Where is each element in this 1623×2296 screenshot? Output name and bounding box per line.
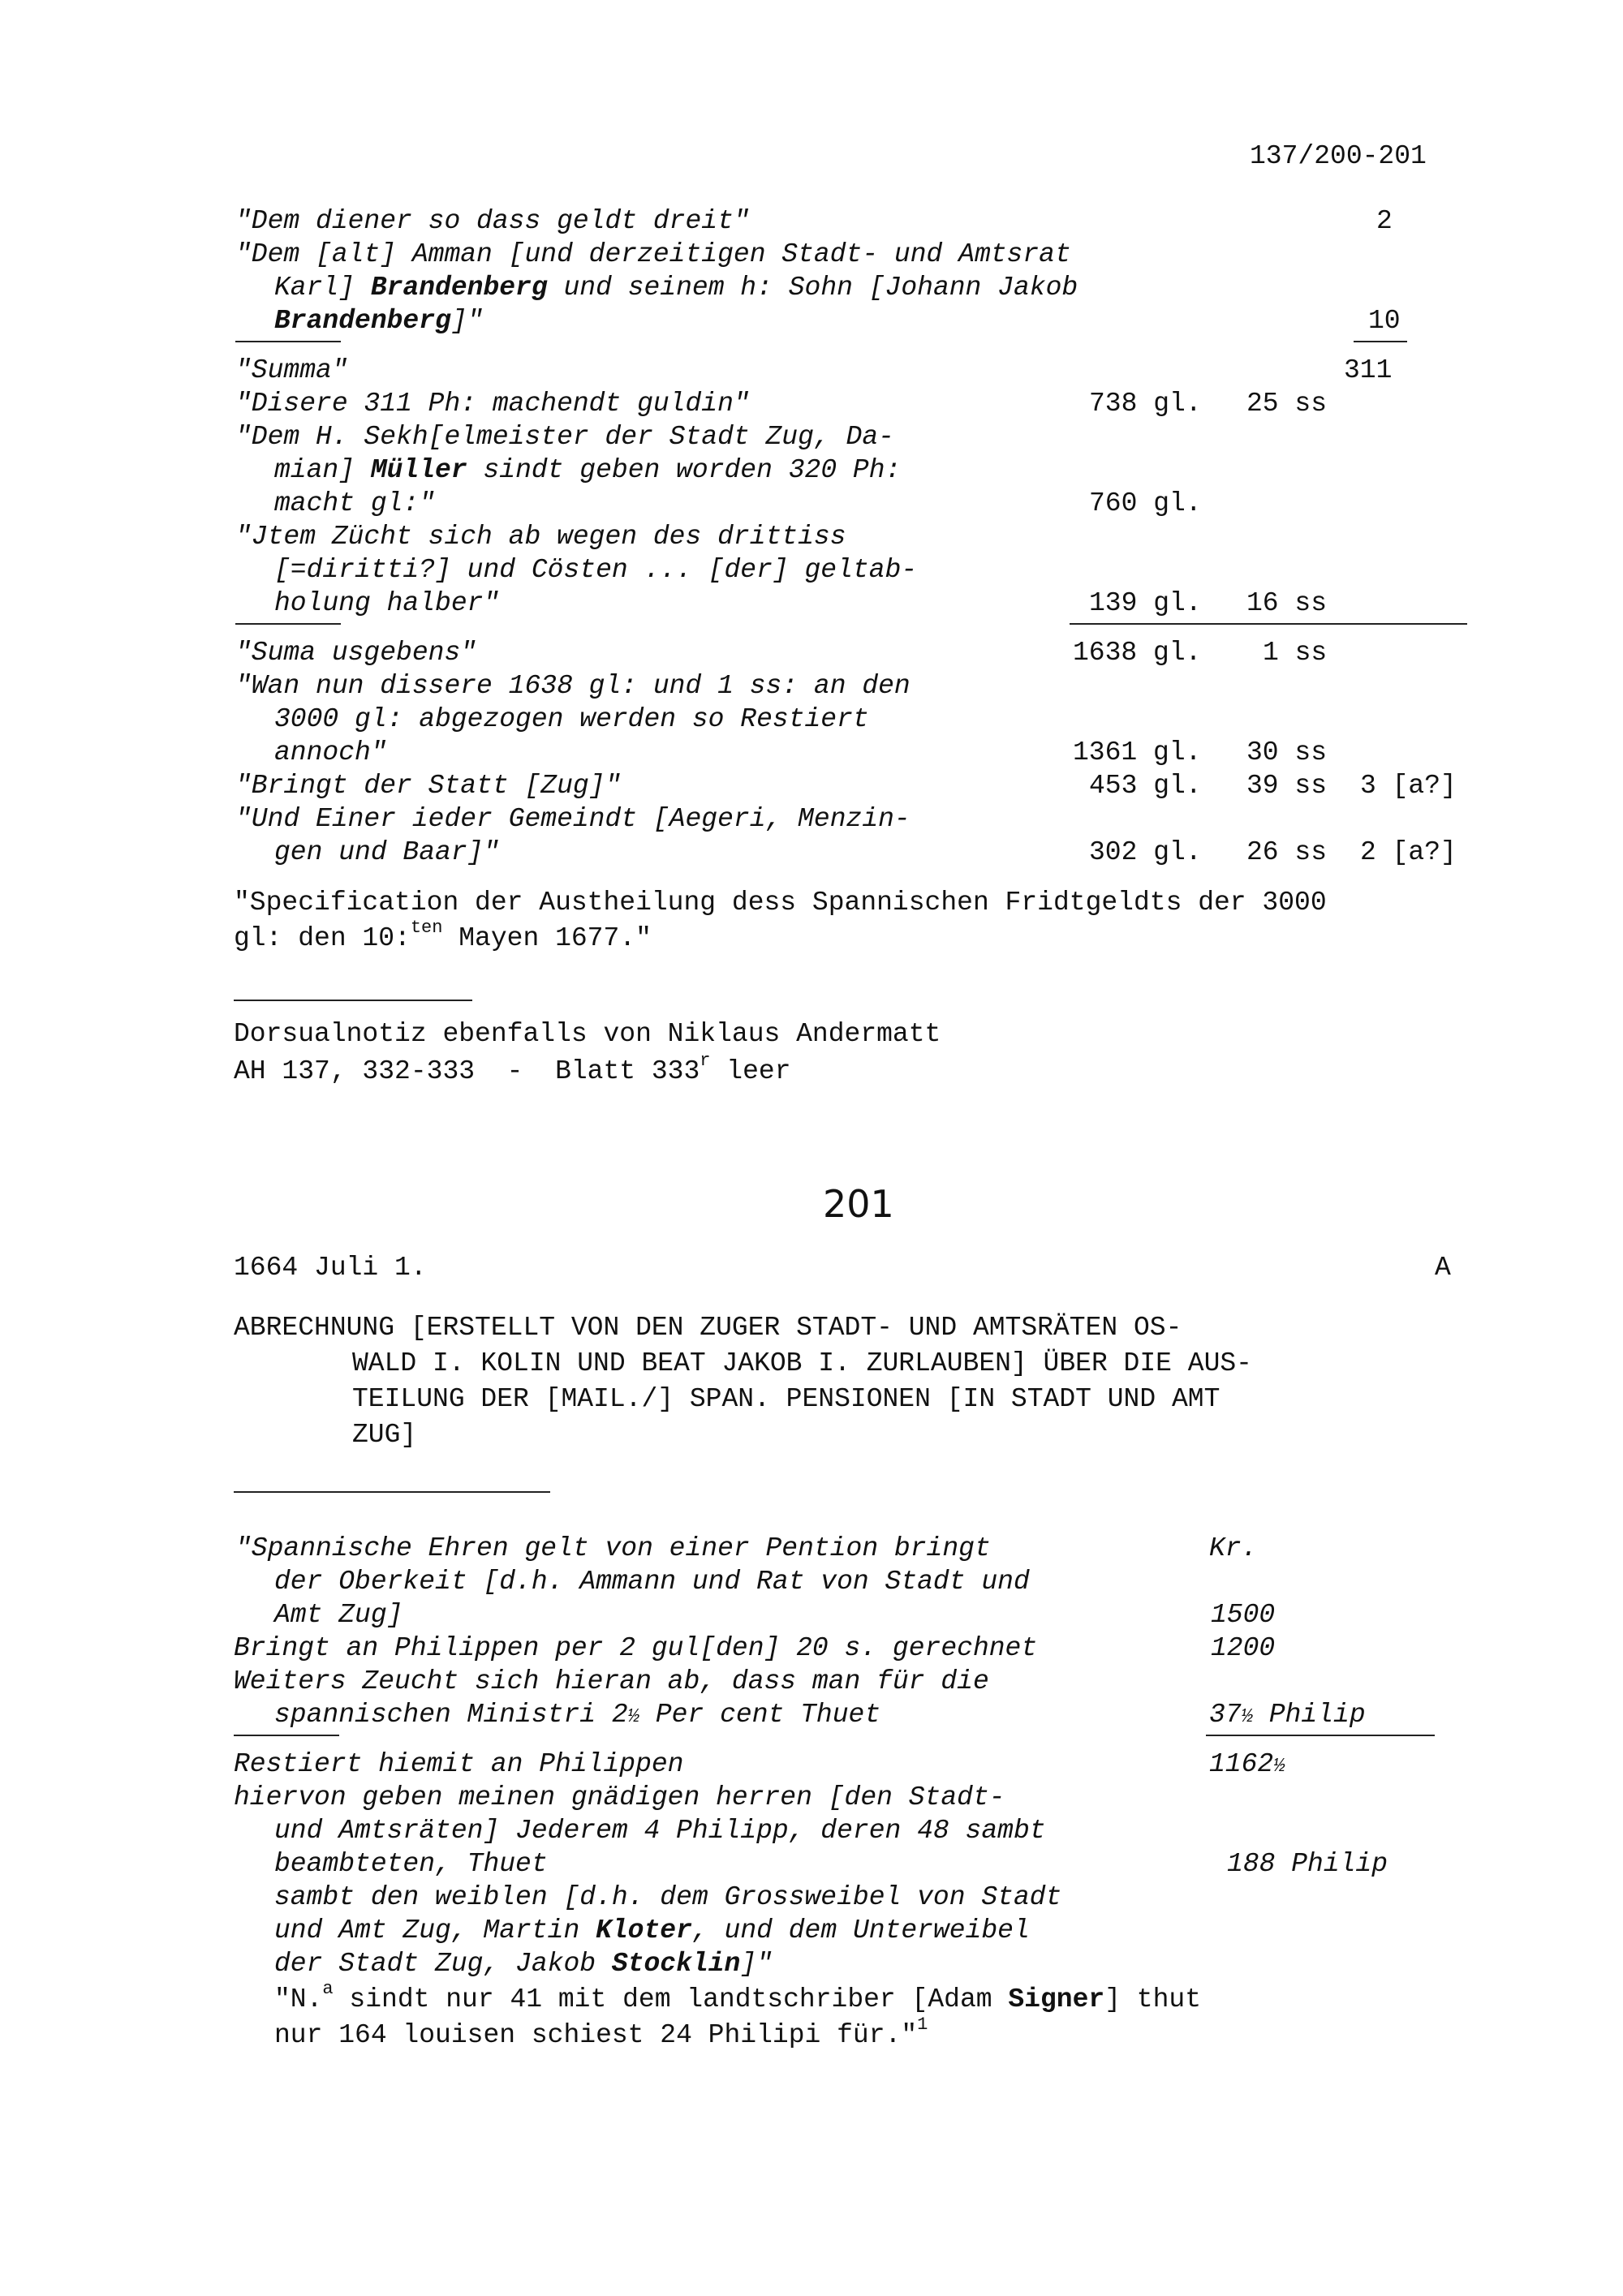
dem-h-gl: 760 gl.: [1089, 488, 1202, 518]
jtem-gl: 139 gl.: [1089, 588, 1202, 618]
line-bringt-philippen: Bringt an Philippen per 2 gul[den] 20 s. gerechnet: [234, 1633, 1038, 1663]
name-kloter: Kloter: [596, 1915, 692, 1946]
line-spannische-1: "Spannische Ehren gelt von einer Pention bringt: [235, 1533, 991, 1563]
currency-kr: Kr.: [1209, 1533, 1258, 1563]
document-number: 201: [823, 1182, 894, 1226]
line-weiters-2: spannischen Ministri 2½ Per cent Thuet: [274, 1700, 881, 1730]
title-divider: [234, 1491, 550, 1493]
line-wan-3: annoch": [274, 737, 387, 767]
line-und-1: "Und Einer ieder Gemeindt [Aegeri, Menzin-: [235, 804, 911, 834]
disere-gl: 738 gl.: [1089, 389, 1202, 419]
line-suma: "Suma usgebens": [235, 638, 477, 668]
line-sambt-2: und Amt Zug, Martin Kloter, und dem Unterweibel: [274, 1915, 1030, 1946]
line-disere: "Disere 311 Ph: machendt guldin": [235, 389, 750, 419]
document-date: 1664 Juli 1.: [234, 1253, 427, 1283]
suma-ss: 1 ss: [1263, 638, 1328, 668]
name-mueller: Müller: [370, 455, 467, 485]
value-bringt-philippen: 1200: [1211, 1633, 1276, 1663]
value-dem-diener: 2: [1376, 206, 1393, 236]
line-summa: "Summa": [235, 355, 348, 385]
line-dem-amman: "Dem [alt] Amman [und derzeitigen Stadt- und Amtsrat: [235, 239, 1071, 269]
line-sambt-1: sambt den weiblen [d.h. dem Grossweibel von Stadt: [274, 1882, 1062, 1912]
document-type: A: [1435, 1253, 1451, 1283]
dorsual-note: Dorsualnotiz ebenfalls von Niklaus Andermatt: [234, 1019, 941, 1049]
name-stocklin: Stocklin: [611, 1949, 741, 1979]
divider-short: [235, 341, 341, 342]
line-nota-2: nur 164 louisen schiest 24 Philipi für."$^1$: [274, 2014, 928, 2050]
value-restiert: 1162½: [1209, 1749, 1285, 1779]
page-reference: 137/200-201: [1250, 141, 1427, 171]
line-spannische-2: der Oberkeit [d.h. Ammann und Rat von Stadt und: [274, 1567, 1030, 1597]
value-weiters: 37½ Philip: [1209, 1700, 1366, 1730]
value-hiervon: 188 Philip: [1227, 1849, 1388, 1879]
line-hiervon-3: beambteten, Thuet: [274, 1849, 548, 1879]
suma-gl: 1638 gl.: [1073, 638, 1202, 668]
title-line-3: TEILUNG DER [MAIL./] SPAN. PENSIONEN [IN STADT UND AMT: [352, 1384, 1220, 1414]
bringt-gl: 453 gl.: [1089, 771, 1202, 801]
line-und-2: gen und Baar]": [274, 837, 500, 867]
jtem-ss: 16 ss: [1246, 588, 1328, 618]
und-gl: 302 gl.: [1089, 837, 1202, 867]
footnote-divider: [234, 1000, 472, 1001]
divider-sum: [1354, 341, 1407, 342]
divider-total: [1070, 623, 1467, 625]
und-extra: 2 [a?]: [1360, 837, 1457, 867]
line-hiervon-2: und Amtsräten] Jederem 4 Philipp, deren 48 sambt: [274, 1816, 1046, 1846]
line-wan-1: "Wan nun dissere 1638 gl: und 1 ss: an den: [235, 671, 911, 701]
line-jtem-3: holung halber": [274, 588, 500, 618]
name-brandenberg: Brandenberg: [370, 273, 548, 303]
line-dem-diener: "Dem diener so dass geldt dreit": [235, 206, 750, 236]
line-jtem-1: "Jtem Zücht sich ab wegen des drittiss: [235, 522, 846, 552]
line-wan-2: 3000 gl: abgezogen werden so Restiert: [274, 704, 869, 734]
name-brandenberg-2: Brandenberg: [274, 306, 451, 336]
divider-philip: [1206, 1735, 1435, 1736]
bringt-ss: 39 ss: [1246, 771, 1328, 801]
value-brandenberg: 10: [1368, 306, 1401, 336]
line-brandenberg-close: Brandenberg]": [274, 306, 484, 336]
divider-short-3: [234, 1735, 339, 1736]
title-line-4: ZUG]: [352, 1420, 417, 1450]
line-jtem-2: [=diritti?] und Cösten ... [der] geltab-: [274, 555, 918, 585]
line-karl-brandenberg: Karl] Brandenberg und seinem h: Sohn [Johann Jakob: [274, 273, 1078, 303]
name-signer: Signer: [1008, 1984, 1105, 2014]
specification-line-1: "Specification der Austheilung dess Spannischen Fridtgeldts der 3000: [234, 888, 1327, 918]
line-restiert: Restiert hiemit an Philippen: [234, 1749, 684, 1779]
line-weiters-1: Weiters Zeucht sich hieran ab, dass man für die: [234, 1666, 989, 1696]
specification-line-2: gl: den 10:$^{ten}$ Mayen 1677.": [234, 918, 652, 953]
line-sambt-3: der Stadt Zug, Jakob Stocklin]": [274, 1949, 773, 1979]
disere-ss: 25 ss: [1246, 389, 1328, 419]
title-line-2: WALD I. KOLIN UND BEAT JAKOB I. ZURLAUBEN] ÜBER DIE AUS-: [352, 1348, 1252, 1378]
archive-reference: AH 137, 332-333 - Blatt 333$^r$ leer: [234, 1051, 791, 1086]
wan-gl: 1361 gl.: [1073, 737, 1202, 767]
line-hiervon-1: hiervon geben meinen gnädigen herren [den Stadt-: [234, 1782, 1005, 1812]
line-dem-h-1: "Dem H. Sekh[elmeister der Stadt Zug, Da-: [235, 422, 894, 452]
line-dem-h-3: macht gl:": [274, 488, 436, 518]
title-line-1: ABRECHNUNG [ERSTELLT VON DEN ZUGER STADT- UND AMTSRÄTEN OS-: [234, 1313, 1182, 1343]
und-ss: 26 ss: [1246, 837, 1328, 867]
value-spannische: 1500: [1211, 1600, 1276, 1630]
line-dem-h-2: mian] Müller sindt geben worden 320 Ph:: [274, 455, 902, 485]
value-summa: 311: [1344, 355, 1393, 385]
line-bringt: "Bringt der Statt [Zug]": [235, 771, 622, 801]
line-nota-1: "N.$^a$ sindt nur 41 mit dem landtschriber [Adam Signer] thut: [274, 1979, 1202, 2014]
line-spannische-3: Amt Zug]: [274, 1600, 403, 1630]
divider-short-2: [235, 623, 341, 625]
wan-ss: 30 ss: [1246, 737, 1328, 767]
bringt-extra: 3 [a?]: [1360, 771, 1457, 801]
